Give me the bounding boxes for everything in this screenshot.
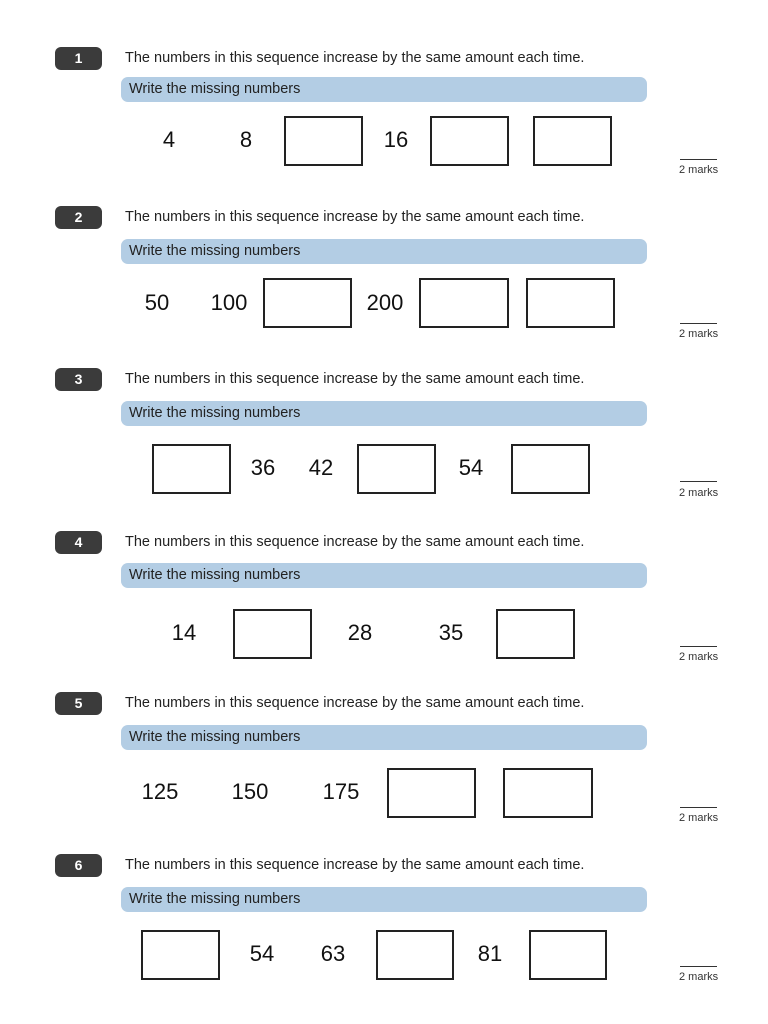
question-5	[0, 692, 768, 852]
question-number-badge: 3	[55, 368, 102, 391]
marks-line	[680, 481, 717, 482]
answer-box[interactable]	[376, 930, 454, 980]
question-text: The numbers in this sequence increase by the same amount each time.	[125, 857, 585, 873]
sequence-number: 125	[141, 779, 179, 804]
question-text: The numbers in this sequence increase by the same amount each time.	[125, 50, 585, 66]
answer-box[interactable]	[526, 278, 615, 328]
answer-box[interactable]	[419, 278, 509, 328]
question-number-badge: 1	[55, 47, 102, 70]
answer-box[interactable]	[357, 444, 436, 494]
question-text: The numbers in this sequence increase by the same amount each time.	[125, 695, 585, 711]
instruction-banner	[121, 563, 647, 588]
answer-box[interactable]	[529, 930, 607, 980]
answer-box[interactable]	[503, 768, 593, 818]
sequence-number: 200	[366, 290, 404, 315]
marks-label: 2 marks	[679, 164, 719, 176]
sequence-number: 16	[383, 127, 409, 152]
question-6	[0, 854, 768, 1014]
instruction-text: Write the missing numbers	[129, 243, 301, 259]
question-1	[0, 47, 768, 207]
marks-line	[680, 966, 717, 967]
sequence-number: 28	[347, 620, 373, 645]
sequence-number: 42	[308, 455, 334, 480]
sequence-number: 4	[162, 127, 176, 152]
question-text: The numbers in this sequence increase by the same amount each time.	[125, 534, 585, 550]
marks-line	[680, 807, 717, 808]
marks-label: 2 marks	[679, 971, 719, 983]
sequence-number: 81	[477, 941, 503, 966]
answer-box[interactable]	[533, 116, 612, 166]
answer-box[interactable]	[284, 116, 363, 166]
question-4	[0, 531, 768, 691]
instruction-banner	[121, 77, 647, 102]
answer-box[interactable]	[430, 116, 509, 166]
marks-label: 2 marks	[679, 487, 719, 499]
question-number-badge: 2	[55, 206, 102, 229]
marks-line	[680, 646, 717, 647]
marks-label: 2 marks	[679, 651, 719, 663]
answer-box[interactable]	[233, 609, 312, 659]
question-number-badge: 6	[55, 854, 102, 877]
instruction-banner	[121, 725, 647, 750]
question-text: The numbers in this sequence increase by the same amount each time.	[125, 371, 585, 387]
sequence-number: 150	[231, 779, 269, 804]
sequence-number: 8	[239, 127, 253, 152]
instruction-text: Write the missing numbers	[129, 567, 301, 583]
question-2	[0, 206, 768, 366]
answer-box[interactable]	[141, 930, 220, 980]
instruction-text: Write the missing numbers	[129, 729, 301, 745]
answer-box[interactable]	[496, 609, 575, 659]
instruction-banner	[121, 401, 647, 426]
sequence-number: 175	[322, 779, 360, 804]
instruction-text: Write the missing numbers	[129, 81, 301, 97]
instruction-banner	[121, 887, 647, 912]
answer-box[interactable]	[263, 278, 352, 328]
sequence-number: 50	[144, 290, 170, 315]
sequence-number: 14	[171, 620, 197, 645]
question-3	[0, 368, 768, 528]
marks-label: 2 marks	[679, 328, 719, 340]
instruction-banner	[121, 239, 647, 264]
question-number-badge: 5	[55, 692, 102, 715]
sequence-number: 54	[249, 941, 275, 966]
sequence-number: 36	[250, 455, 276, 480]
question-number-badge: 4	[55, 531, 102, 554]
marks-line	[680, 323, 717, 324]
sequence-number: 54	[458, 455, 484, 480]
answer-box[interactable]	[152, 444, 231, 494]
sequence-number: 100	[210, 290, 248, 315]
sequence-number: 35	[438, 620, 464, 645]
answer-box[interactable]	[511, 444, 590, 494]
instruction-text: Write the missing numbers	[129, 405, 301, 421]
answer-box[interactable]	[387, 768, 476, 818]
marks-line	[680, 159, 717, 160]
marks-label: 2 marks	[679, 812, 719, 824]
sequence-number: 63	[320, 941, 346, 966]
instruction-text: Write the missing numbers	[129, 891, 301, 907]
question-text: The numbers in this sequence increase by the same amount each time.	[125, 209, 585, 225]
